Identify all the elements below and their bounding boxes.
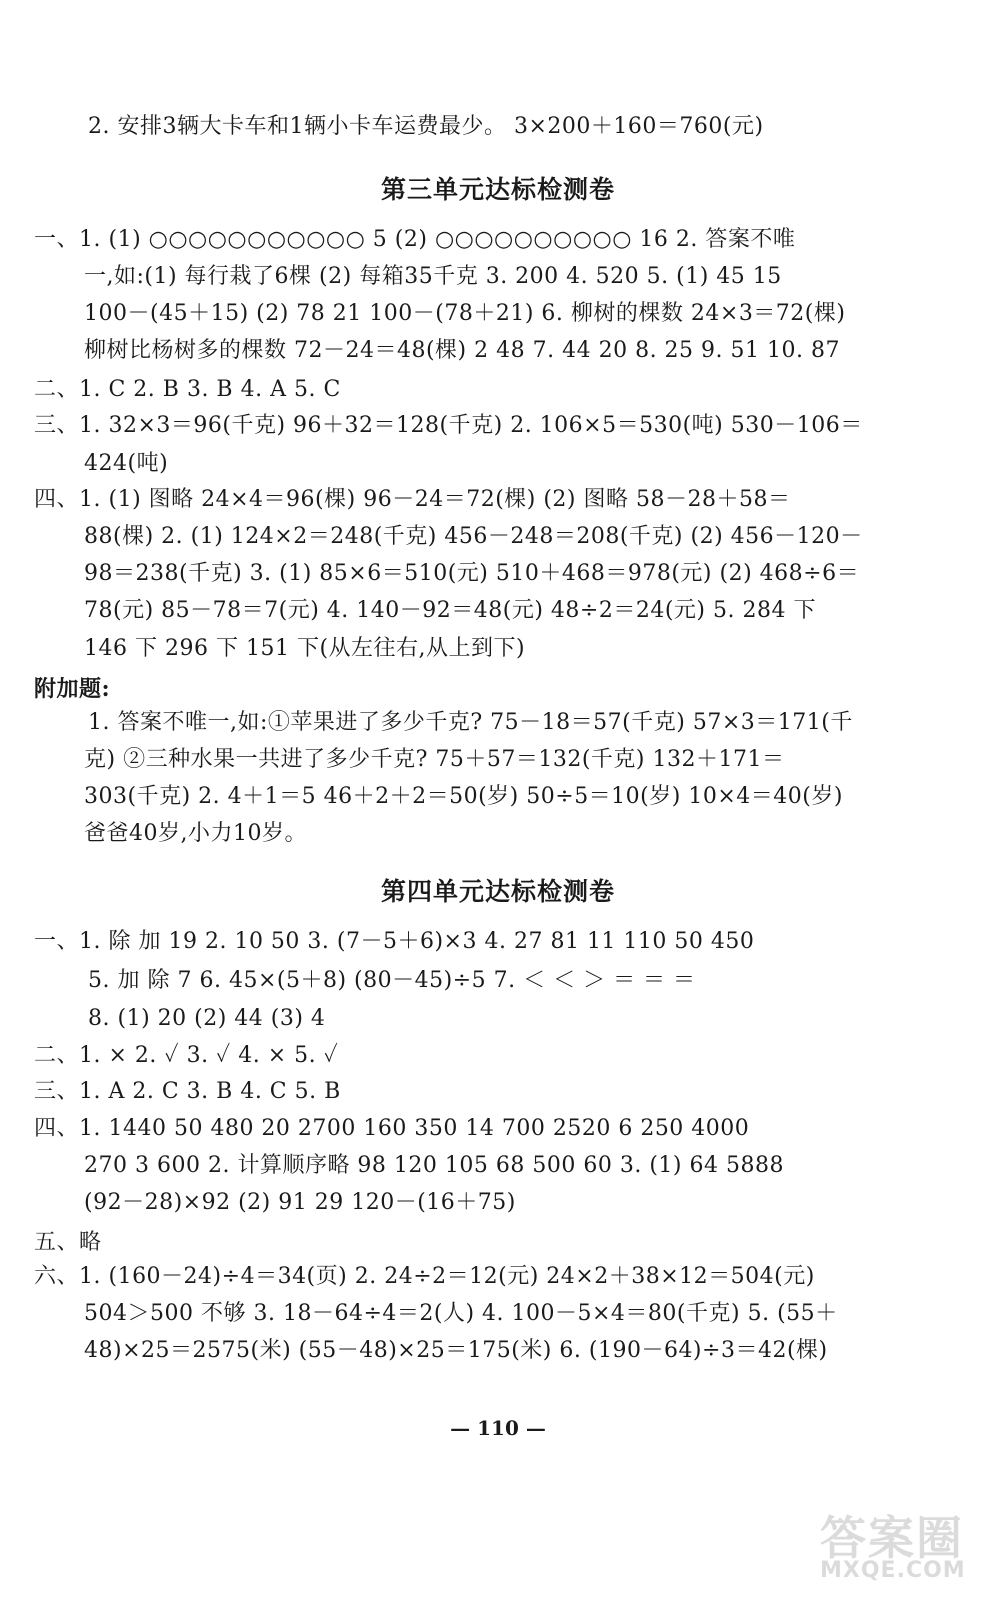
watermark-main-text: 答案圈 (820, 1511, 964, 1565)
answer-line: 六、1. (160－24)÷4＝34(页) 2. 24÷2＝12(元) 24×2＋38×12＝504(元) (34, 1264, 815, 1289)
answer-line: 504＞500 不够 3. 18－64÷4＝2(人) 4. 100－5×4＝80(千克) 5. (55＋ (84, 1301, 838, 1326)
answer-line: 柳树比杨树多的棵数 72－24＝48(棵) 2 48 7. 44 20 8. 25 9. 51 10. 87 (84, 338, 840, 363)
answer-line: 98＝238(千克) 3. (1) 85×6＝510(元) 510＋468＝978(元) (2) 468÷6＝ (84, 561, 860, 586)
answer-line: 一、1. (1) ○○○○○○○○○○○ 5 (2) ○○○○○○○○○○ 16 2. 答案不唯 (34, 227, 796, 252)
answer-line: 78(元) 85－78＝7(元) 4. 140－92＝48(元) 48÷2＝24(元) 5. 284 下 (84, 598, 816, 623)
answer-line: 424(吨) (84, 451, 169, 476)
answer-line: 一、1. 除 加 19 2. 10 50 3. (7－5＋6)×3 4. 27 81 11 110 50 450 (34, 929, 755, 954)
answer-line: 146 下 296 下 151 下(从左往右,从上到下) (84, 636, 526, 661)
answer-line: 270 3 600 2. 计算顺序略 98 120 105 68 500 60 3. (1) 64 5888 (84, 1153, 784, 1178)
answer-line: (92－28)×92 (2) 91 29 120－(16＋75) (84, 1190, 516, 1215)
answer-line: 克) ②三种水果一共进了多少千克? 75＋57＝132(千克) 132＋171＝ (84, 747, 785, 772)
section-title-unit3: 第三单元达标检测卷 (380, 175, 615, 204)
answer-line: 100－(45＋15) (2) 78 21 100－(78＋21) 6. 柳树的棵数 24×3＝72(棵) (84, 301, 846, 326)
answer-line: 5. 加 除 7 6. 45×(5＋8) (80－45)÷5 7. ＜ ＜ ＞ ＝ ＝ ＝ (88, 968, 696, 993)
bonus-heading: 附加题: (34, 676, 111, 702)
answer-line: 二、1. × 2. ✓ 3. ✓ 4. × 5. ✓ (34, 1043, 339, 1068)
answer-line: 88(棵) 2. (1) 124×2＝248(千克) 456－248＝208(千克) (2) 456－120－ (84, 524, 863, 549)
page-number: — 110 — (450, 1416, 546, 1440)
answer-line: 三、1. A 2. C 3. B 4. C 5. B (34, 1079, 341, 1104)
answer-line: 1. 答案不唯一,如:①苹果进了多少千克? 75－18＝57(千克) 57×3＝171(千 (88, 710, 853, 735)
answer-line: 303(千克) 2. 4＋1＝5 46＋2＋2＝50(岁) 50÷5＝10(岁) 10×4＝40(岁) (84, 784, 843, 809)
answer-line: 8. (1) 20 (2) 44 (3) 4 (88, 1006, 326, 1031)
watermark-sub-text: MXQE.COM (820, 1558, 966, 1583)
answer-line: 三、1. 32×3＝96(千克) 96＋32＝128(千克) 2. 106×5＝530(吨) 530－106＝ (34, 413, 863, 438)
watermark-logo (820, 1502, 990, 1592)
answer-line: 四、1. 1440 50 480 20 2700 160 350 14 700 2520 6 250 4000 (34, 1116, 750, 1141)
answer-line: 二、1. C 2. B 3. B 4. A 5. C (34, 377, 341, 402)
answer-line: 48)×25＝2575(米) (55－48)×25＝175(米) 6. (190－64)÷3＝42(棵) (84, 1338, 828, 1363)
answer-line: 一,如:(1) 每行栽了6棵 (2) 每箱35千克 3. 200 4. 520 5. (1) 45 15 (84, 264, 782, 289)
section-title-unit4: 第四单元达标检测卷 (380, 877, 615, 906)
answer-line: 四、1. (1) 图略 24×4＝96(棵) 96－24＝72(棵) (2) 图略 58－28＋58＝ (34, 487, 791, 512)
answer-line: 2. 安排3辆大卡车和1辆小卡车运费最少。 3×200＋160＝760(元) (88, 114, 764, 139)
answer-line: 五、略 (34, 1230, 102, 1255)
answer-line: 爸爸40岁,小力10岁。 (84, 821, 307, 846)
